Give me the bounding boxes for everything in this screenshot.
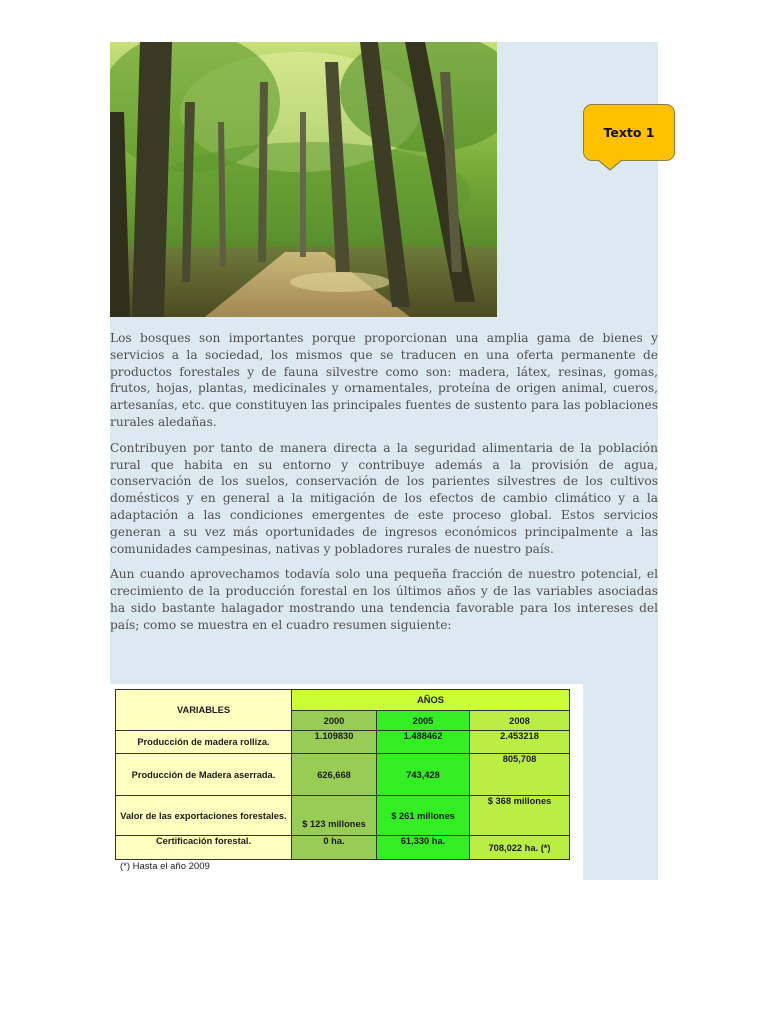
cell-2000: 0 ha. xyxy=(292,836,377,860)
cell-2005: 743,428 xyxy=(377,754,470,796)
callout-tail-icon xyxy=(598,159,622,171)
cell-2008: 2.453218 xyxy=(470,731,570,754)
row-label: Valor de las exportaciones forestales. xyxy=(116,796,292,836)
texto-1-callout xyxy=(583,104,675,161)
cell-2005: $ 261 millones xyxy=(377,796,470,836)
years-header: AÑOS xyxy=(292,690,570,711)
cell-2000: 1.109830 xyxy=(292,731,377,754)
body-text xyxy=(110,330,658,643)
cell-2000: $ 123 millones xyxy=(292,796,377,836)
summary-table-figure xyxy=(110,684,583,880)
summary-table xyxy=(115,689,570,860)
year-2000-header: 2000 xyxy=(292,711,377,731)
table-footnote: (*) Hasta el año 2009 xyxy=(120,861,210,872)
year-2005-header: 2005 xyxy=(377,711,470,731)
table-row xyxy=(116,754,570,796)
row-label: Producción de madera rolliza. xyxy=(116,731,292,754)
cell-2005: 1.488462 xyxy=(377,731,470,754)
cell-2008: 805,708 xyxy=(470,754,570,796)
table-row xyxy=(116,836,570,860)
year-2008-header: 2008 xyxy=(470,711,570,731)
table-row xyxy=(116,731,570,754)
variables-header: VARIABLES xyxy=(116,690,292,731)
table-row xyxy=(116,796,570,836)
row-label: Certificación forestal. xyxy=(116,836,292,860)
paragraph-3: Aun cuando aprovechamos todavía solo una pequeña fracción de nuestro potencial, el crecimiento de la producción forestal en los últimos años y de las variables asociadas ha sido bastante halagador mostrando una tendencia favorable para los intereses del país; como se muestra en el cuadro resumen siguiente: xyxy=(110,567,658,632)
cell-2008: $ 368 millones xyxy=(470,796,570,836)
cell-2000: 626,668 xyxy=(292,754,377,796)
cell-2005: 61,330 ha. xyxy=(377,836,470,860)
paragraph-2: Contribuyen por tanto de manera directa a la seguridad alimentaria de la población rural que habita en su entorno y contribuye además a la provisión de agua, conservación de los suelos, conservación de los parientes silvestres de los cultivos domésticos y en general a la mitigación de los efectos de cambio climático y a la adaptación a las condiciones emergentes de este proceso global. Estos servicios generan a su vez más oportunidades de ingresos económicos principalmente a las comunidades campesinas, nativas y pobladores rurales de nuestro país. xyxy=(110,440,658,556)
forest-photo xyxy=(110,42,497,317)
forest-image xyxy=(110,42,497,317)
paragraph-1: Los bosques son importantes porque proporcionan una amplia gama de bienes y servicios a la sociedad, los mismos que se traducen en una oferta permanente de productos forestales y de fauna silvestre como son: madera, látex, resinas, gomas, frutos, hojas, plantas, medicinales y ornamentales, proteína de origen animal, cueros, artesanías, etc. que constituyen las principales fuentes de sustento para las poblaciones rurales aledañas. xyxy=(110,331,658,429)
callout-label: Texto 1 xyxy=(603,125,655,140)
cell-2008: 708,022 ha. (*) xyxy=(470,836,570,860)
row-label: Producción de Madera aserrada. xyxy=(116,754,292,796)
